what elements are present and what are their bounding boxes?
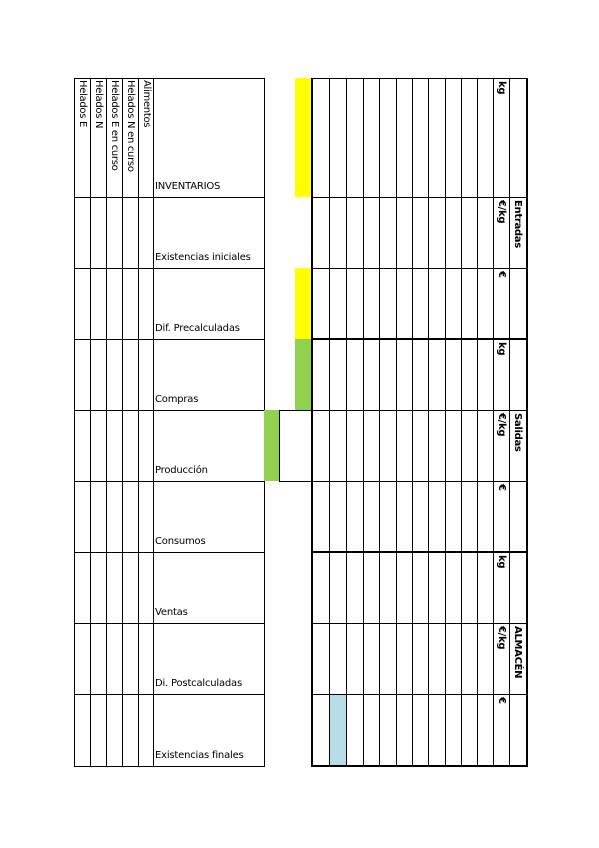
- grid-hline: [74, 481, 265, 482]
- grid-vline: [329, 78, 330, 767]
- light-blue-fill: [330, 695, 346, 766]
- grid-hline: [311, 197, 527, 198]
- grid-hline: [311, 694, 527, 695]
- column-header: Helados E: [77, 80, 88, 128]
- group-label: Entradas: [512, 200, 523, 248]
- unit-label: €/kg: [496, 413, 507, 437]
- unit-label: kg: [496, 342, 507, 356]
- grid-vline: [461, 78, 462, 767]
- grid-hline: [311, 623, 527, 624]
- unit-label: €/kg: [496, 626, 507, 650]
- grid-vline: [445, 78, 446, 767]
- box-line: [279, 410, 311, 411]
- group-label: Salidas: [512, 413, 523, 452]
- grid-vline: [311, 78, 313, 767]
- grid-vline: [493, 78, 494, 767]
- group-separator: [311, 551, 527, 553]
- grid-vline: [138, 78, 139, 767]
- grid-hline: [311, 410, 527, 411]
- box-line: [279, 410, 280, 482]
- column-header: Helados E en curso: [109, 80, 120, 171]
- unit-label: kg: [496, 555, 507, 569]
- grid-vline: [106, 78, 107, 767]
- grid-hline: [74, 552, 265, 553]
- unit-label: €: [496, 484, 507, 491]
- grid-hline: [74, 197, 265, 198]
- grid-vline: [526, 78, 528, 767]
- group-label: ALMACÉN: [512, 626, 523, 679]
- grid-hline: [311, 765, 528, 767]
- row-label: Compras: [155, 394, 199, 405]
- grid-hline: [74, 623, 265, 624]
- box-line: [279, 481, 311, 482]
- grid-hline: [74, 694, 265, 695]
- unit-label: €/kg: [496, 200, 507, 224]
- grid-vline: [74, 78, 75, 767]
- grid-vline: [509, 78, 510, 767]
- group-separator: [311, 338, 527, 340]
- unit-label: €: [496, 271, 507, 278]
- unit-label: €: [496, 697, 507, 704]
- row-label: Ventas: [155, 607, 188, 618]
- row-label: Existencias finales: [155, 750, 244, 761]
- green-fill: [264, 410, 279, 481]
- row-label: Consumos: [155, 536, 206, 547]
- grid-vline: [396, 78, 397, 767]
- grid-vline: [346, 78, 347, 767]
- row-label: Dif. Precalculadas: [155, 323, 240, 334]
- row-label: Di. Postcalculadas: [155, 678, 242, 689]
- grid-vline: [90, 78, 91, 767]
- yellow-fill: [295, 78, 311, 197]
- row-label: Producción: [155, 465, 208, 476]
- column-header: Helados N en curso: [125, 80, 136, 172]
- row-label: Existencias iniciales: [155, 252, 251, 263]
- grid-vline: [153, 78, 154, 767]
- grid-hline: [311, 268, 527, 269]
- grid-vline: [477, 78, 478, 767]
- unit-label: kg: [496, 81, 507, 95]
- yellow-fill: [295, 268, 311, 339]
- grid-hline: [74, 339, 265, 340]
- grid-hline: [74, 268, 265, 269]
- grid-hline: [74, 78, 265, 79]
- grid-vline: [379, 78, 380, 767]
- grid-hline: [311, 481, 527, 482]
- column-header: Helados N: [93, 80, 104, 129]
- row-label: INVENTARIOS: [155, 181, 221, 192]
- grid-vline: [363, 78, 364, 767]
- grid-hline: [311, 78, 527, 79]
- grid-vline: [412, 78, 413, 767]
- grid-hline: [74, 410, 265, 411]
- grid-vline: [122, 78, 123, 767]
- green-fill: [295, 339, 311, 410]
- column-header: Alimentos: [141, 80, 152, 128]
- grid-hline: [74, 766, 265, 767]
- grid-vline: [428, 78, 429, 767]
